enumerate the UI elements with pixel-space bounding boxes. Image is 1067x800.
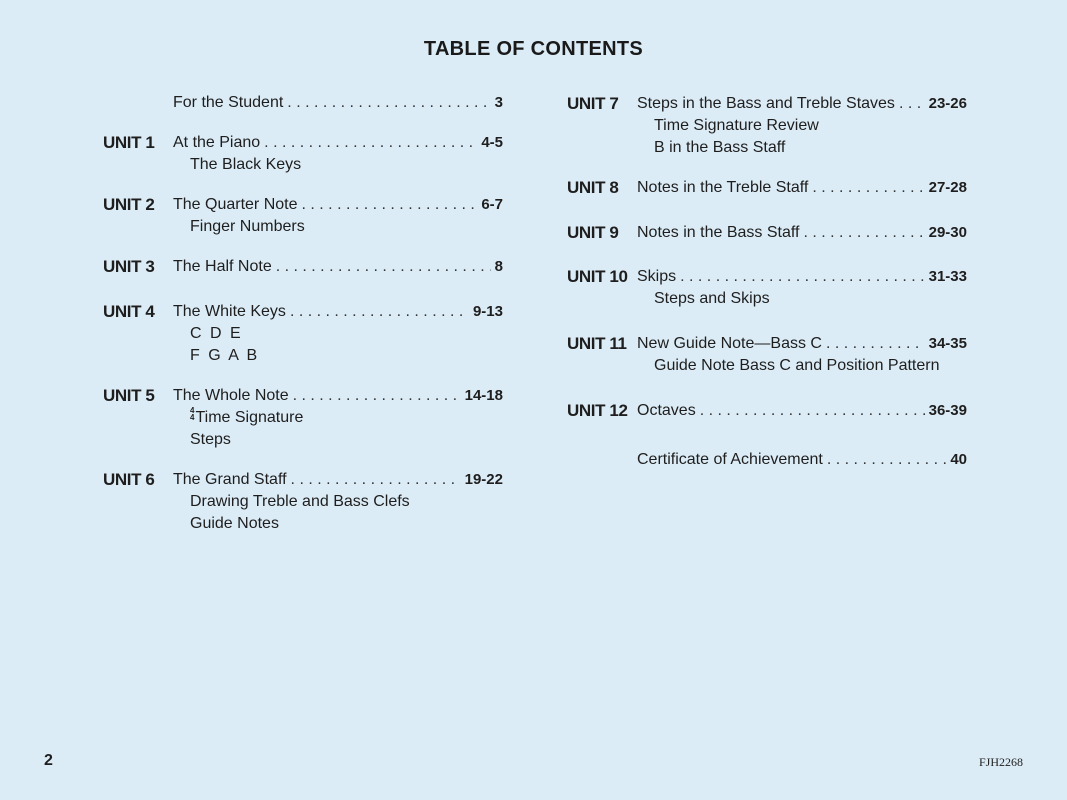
entry-title: The Quarter Note [173, 196, 298, 213]
entry-page: 29-30 [928, 224, 967, 241]
entry-subtopic: F G A B [190, 347, 260, 364]
entry-page: 9-13 [472, 303, 503, 320]
dot-leader [276, 256, 491, 278]
toc-line [637, 93, 967, 115]
unit-label: UNIT 4 [103, 302, 155, 321]
entry-page: 27-28 [928, 179, 967, 196]
unit-label: UNIT 12 [567, 401, 628, 420]
entry-page: 31-33 [928, 268, 967, 285]
entry-subtopic: The Black Keys [190, 156, 302, 173]
entry-subtopic: B in the Bass Staff [654, 139, 786, 156]
entry-page: 14-18 [464, 387, 503, 404]
entry-page: 4-5 [481, 134, 503, 151]
entry-subtopic: C D E [190, 325, 243, 342]
entry-subtopic: 4 4 Time Signature [190, 406, 304, 426]
dot-leader [812, 177, 924, 199]
dot-leader [293, 385, 461, 407]
entry-subtopic: Guide Notes [190, 515, 279, 532]
unit-label: UNIT 11 [567, 334, 627, 353]
dot-leader [290, 301, 469, 323]
page-number: 2 [44, 752, 53, 769]
toc-line [173, 301, 503, 323]
dot-leader [826, 333, 925, 355]
unit-label: UNIT 10 [567, 267, 628, 286]
entry-page: 3 [494, 94, 503, 111]
catalog-code: FJH2268 [978, 755, 1023, 769]
entry-title: Certificate of Achievement [637, 451, 823, 468]
toc-line [637, 449, 967, 471]
entry-page: 19-22 [464, 471, 503, 488]
entry-title: Skips [637, 268, 677, 285]
entry-subtopic: Time Signature Review [654, 117, 819, 134]
unit-label: UNIT 6 [103, 470, 155, 489]
entry-subtopic: Steps [190, 431, 231, 448]
entry-title: The Half Note [173, 258, 272, 275]
toc-line [637, 266, 967, 288]
unit-label: UNIT 2 [103, 195, 155, 214]
entry-page: 8 [494, 258, 503, 275]
entry-title: For the Student [173, 94, 284, 111]
entry-page: 34-35 [928, 335, 967, 352]
dot-leader [803, 222, 924, 244]
unit-label: UNIT 5 [103, 386, 155, 405]
toc-line [173, 132, 503, 154]
toc-line [637, 222, 967, 244]
dot-leader [680, 266, 925, 288]
toc-line [173, 469, 503, 491]
toc-line [637, 333, 967, 355]
entry-subtopic: Guide Note Bass C and Position Pattern [654, 357, 940, 374]
entry-title: Octaves [637, 402, 696, 419]
dot-leader [302, 194, 478, 216]
time-signature-icon: 4 4 [190, 406, 195, 422]
entry-title: New Guide Note—Bass C [637, 335, 822, 352]
entry-subtopic: Finger Numbers [190, 218, 305, 235]
entry-title: The White Keys [173, 303, 286, 320]
unit-label: UNIT 9 [567, 223, 619, 242]
entry-title: The Grand Staff [173, 471, 287, 488]
unit-label: UNIT 1 [103, 133, 155, 152]
dot-leader [899, 93, 925, 115]
entry-title: At the Piano [173, 134, 261, 151]
dot-leader [287, 92, 490, 114]
toc-line [637, 400, 967, 422]
entry-title: Notes in the Bass Staff [637, 224, 800, 241]
unit-label: UNIT 8 [567, 178, 619, 197]
dot-leader [827, 449, 946, 471]
dot-leader [700, 400, 925, 422]
toc-line [637, 177, 967, 199]
entry-subtopic: Drawing Treble and Bass Clefs [190, 493, 410, 510]
entry-page: 23-26 [928, 95, 967, 112]
entry-title: The Whole Note [173, 387, 289, 404]
entry-page: 40 [950, 451, 967, 468]
toc-line [173, 92, 503, 114]
dot-leader [264, 132, 477, 154]
toc-line [173, 194, 503, 216]
entry-page: 6-7 [481, 196, 503, 213]
toc-line [173, 256, 503, 278]
entry-title: Steps in the Bass and Treble Staves [637, 95, 895, 112]
toc-line [173, 385, 503, 407]
entry-title: Notes in the Treble Staff [637, 179, 809, 196]
entry-page: 36-39 [928, 402, 967, 419]
unit-label: UNIT 7 [567, 94, 619, 113]
entry-subtopic: Steps and Skips [654, 290, 770, 307]
page-title: TABLE OF CONTENTS [423, 38, 644, 60]
unit-label: UNIT 3 [103, 257, 155, 276]
dot-leader [291, 469, 461, 491]
